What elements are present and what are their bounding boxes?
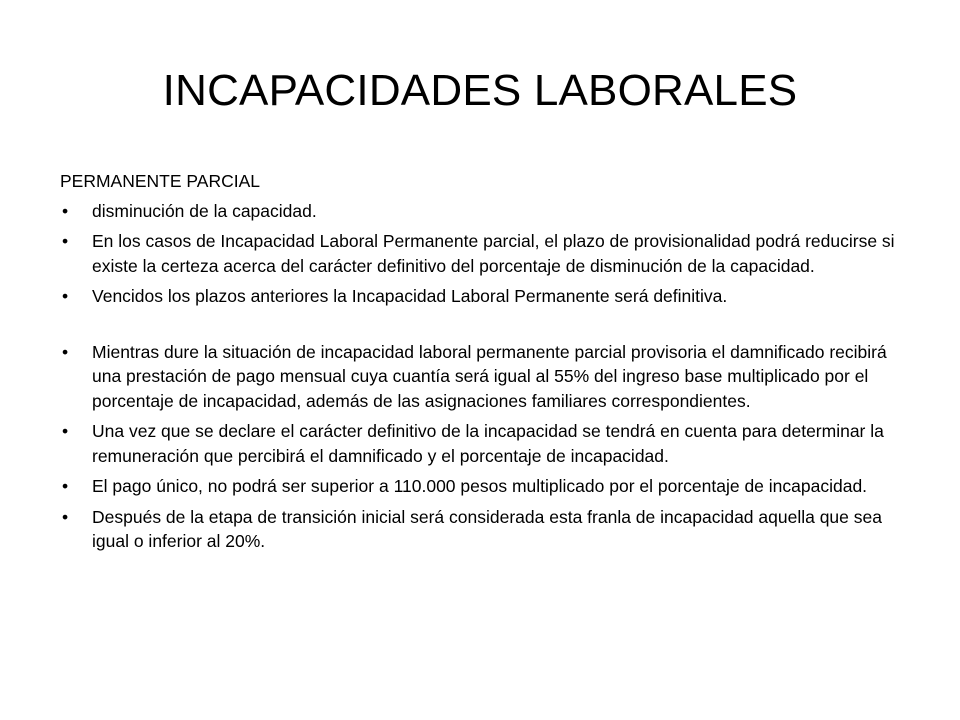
bullet-text: Después de la etapa de transición inicial será considerada esta franla de incapacidad aquella que sea igual o inferior al 20%. [92,506,882,551]
bullet-text: Mientras dure la situación de incapacidad laboral permanente parcial provisoria el damnificado recibirá una prestación de pago mensual cuya cuantía será igual al 55% del ingreso base multiplicado por el porcentaje de incapacidad, además de las asignaciones familiares correspondientes. [92,341,887,411]
bullet-marker: • [62,476,69,496]
bullet-marker: • [62,341,69,362]
bullet-text: Una vez que se declare el carácter definitivo de la incapacidad se tendrá en cuenta para determinar la remuneración que percibirá el damnificado y el porcentaje de incapacidad. [92,421,884,466]
bullet-text: En los casos de Incapacidad Laboral Permanente parcial, el plazo de provisionalidad podrá reducirse si existe la certeza acerca del carácter definitivo del porcentaje de disminución de la capacidad. [92,231,895,276]
bullet-item [60,419,910,468]
bullet-item [60,199,910,224]
slide-title: INCAPACIDADES LABORALES [162,66,798,115]
bullet-marker: • [62,421,69,441]
bullet-item [60,229,910,278]
slide-content [60,169,910,560]
bullet-item [60,474,910,499]
bullet-text: El pago único, no podrá ser superior a 110.000 pesos multiplicado por el porcentaje de incapacidad. [92,476,868,496]
bullet-list [60,199,910,554]
bullet-marker: • [62,506,69,527]
bullet-text: Vencidos los plazos anteriores la Incapacidad Laboral Permanente será definitiva. [92,286,728,306]
bullet-marker: • [62,231,69,251]
bullet-item [60,284,910,309]
bullet-text: disminución de la capacidad. [92,200,317,221]
bullet-item [60,340,910,414]
section-subheading: PERMANENTE PARCIAL [60,171,260,191]
bullet-marker: • [62,200,69,221]
bullet-marker: • [62,286,69,306]
bullet-item [60,505,910,554]
